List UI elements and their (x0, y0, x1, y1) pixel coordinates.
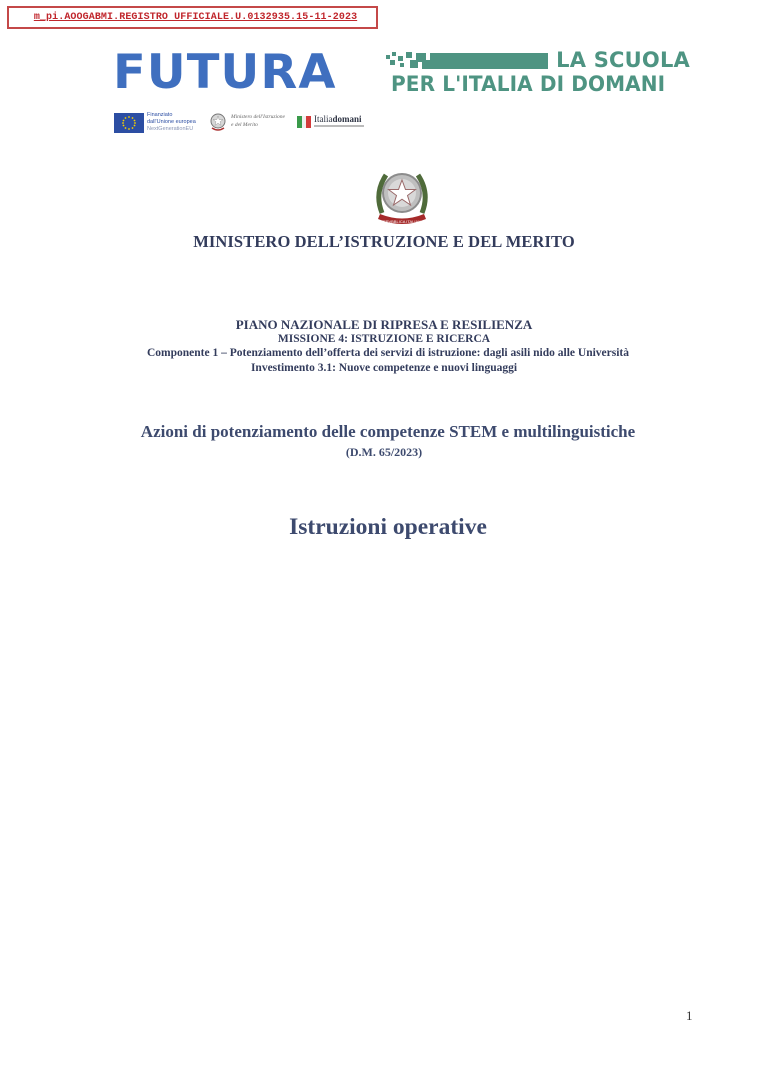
action-title: Azioni di potenziamento delle competenze STEM e multilinguistiche (140, 422, 636, 441)
ministry-logo-text: Ministero dell'Istruzione e del Merito (231, 114, 285, 128)
protocol-stamp-text: m_pi.AOOGABMI.REGISTRO UFFICIALE.U.0132935.15-11-2023 (33, 12, 358, 23)
svg-text:REPVBBLICA ITALIANA: REPVBBLICA ITALIANA (380, 219, 424, 224)
scuola-italia-domani-logo (386, 50, 692, 96)
ministry-title: MINISTERO DELL’ISTRUZIONE E DEL MERITO (193, 232, 575, 251)
futura-logo: FUTURA (113, 45, 337, 100)
italia-domani-logo: Italiadomani (314, 114, 362, 124)
protocol-stamp (7, 6, 378, 29)
eu-flag-icon (114, 113, 144, 133)
logo-pixel (406, 52, 412, 58)
logo-bar (430, 53, 548, 69)
logo-pixel (398, 56, 403, 61)
logo-pixel (386, 55, 390, 59)
decree-reference: (D.M. 65/2023) (345, 445, 423, 459)
plan-title: PIANO NAZIONALE DI RIPRESA E RESILIENZA (235, 317, 533, 332)
eu-funding-text: Finanziato dall'Unione europea NextGenerationEU (147, 112, 196, 132)
partner-logos (114, 111, 374, 135)
page-number: 1 (686, 1008, 693, 1023)
logo-pixel (400, 63, 404, 67)
logo-line-1: LA SCUOLA (556, 48, 690, 72)
logo-line-2: PER L'ITALIA DI DOMANI (391, 72, 666, 96)
logo-pixel (392, 52, 396, 56)
italian-republic-emblem-icon (372, 163, 432, 231)
logo-pixel (390, 60, 395, 65)
investment-title: Investimento 3.1: Nuove competenze e nuovi linguaggi (250, 362, 518, 374)
ministry-emblem-icon (209, 111, 227, 133)
main-title: Istruzioni operative (289, 514, 487, 540)
italia-domani-tagline (314, 125, 364, 127)
component-title: Componente 1 – Potenziamento dell’offerta dei servizi di istruzione: dagli asili nido alle Università (147, 347, 629, 359)
mission-title: MISSIONE 4: ISTRUZIONE E RICERCA (277, 333, 491, 345)
italia-domani-flag-icon (297, 116, 311, 128)
